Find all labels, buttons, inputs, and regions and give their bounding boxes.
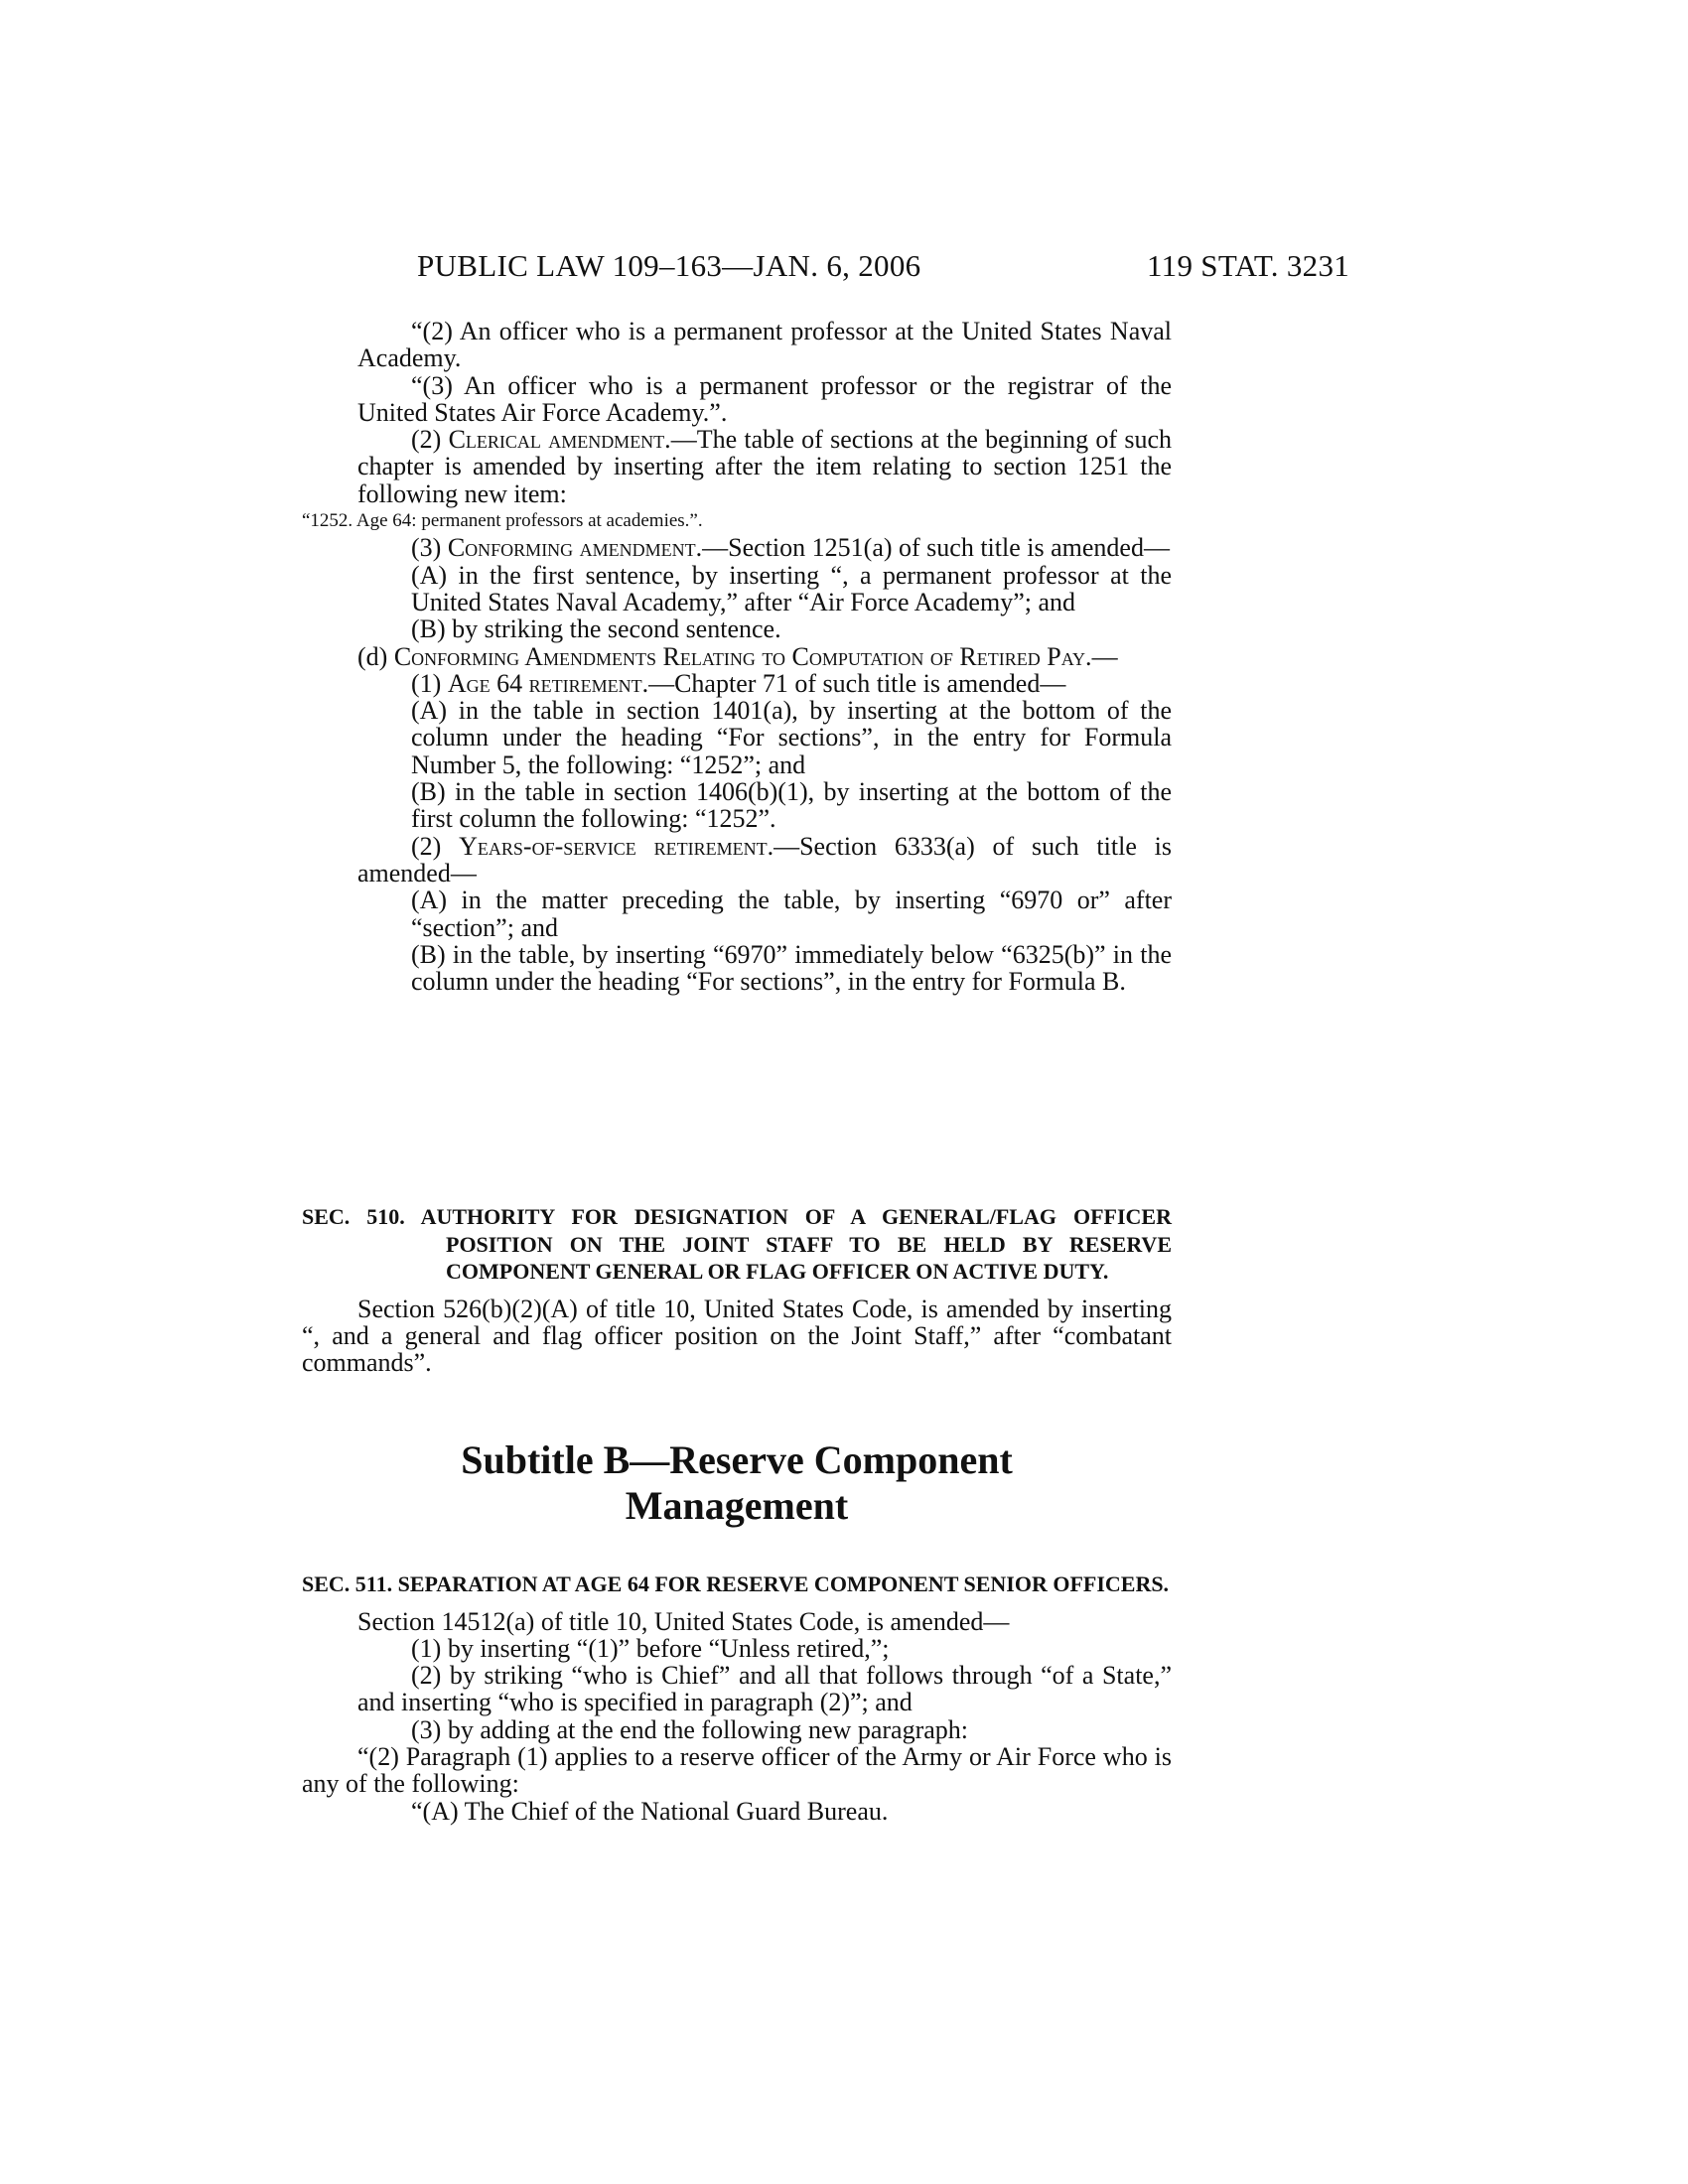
para-text: —Section 1251(a) of such title is amended—	[702, 533, 1170, 563]
para-text: —Chapter 71 of such title is amended—	[648, 668, 1066, 698]
paragraph: (3) by adding at the end the following new paragraph:	[411, 1714, 968, 1744]
para-heading: Conforming Amendments Relating to Computation of Retired Pay.	[393, 641, 1092, 671]
para-heading: Clerical amendment.	[448, 425, 671, 455]
subparagraph: (A) in the first sentence, by inserting “, a permanent professor at the United States Naval Academy,” after “Air Force Academy”; and	[411, 560, 1172, 616]
subtitle-line: Subtitle B—Reserve Component	[461, 1437, 1013, 1482]
subparagraph: (A) in the table in section 1401(a), by inserting at the bottom of the column under the heading “For sections”, in the entry for Formula Number 5, the following: “1252”; and	[411, 696, 1172, 779]
para-heading: Conforming amendment.	[447, 533, 703, 563]
subparagraph: (B) by striking the second sentence.	[411, 614, 781, 644]
subtitle-heading	[302, 1437, 1172, 1529]
subparagraph: (A) in the matter preceding the table, by inserting “6970 or” after “section”; and	[411, 886, 1172, 942]
paragraph: (1) by inserting “(1)” before “Unless retired,”;	[411, 1633, 890, 1663]
subparagraph: (B) in the table, by inserting “6970” immediately below “6325(b)” in the column under the heading “For sections”, in the entry for Formula B.	[411, 939, 1172, 997]
running-header-title: PUBLIC LAW 109–163—JAN. 6, 2006	[417, 248, 921, 283]
para-number: (2)	[411, 831, 460, 861]
page-number-stat: 119 STAT. 3231	[1147, 248, 1350, 283]
paragraph	[357, 670, 1172, 697]
para-number: (d)	[357, 641, 394, 671]
para-number: (2)	[411, 425, 449, 455]
paragraph	[357, 426, 1172, 507]
para-text: —	[1091, 641, 1118, 671]
para-heading: Age 64 retirement.	[447, 668, 649, 698]
paragraph	[357, 534, 1172, 561]
subsection	[302, 643, 1172, 670]
section-510	[302, 1203, 1172, 1377]
section-511	[302, 1570, 1172, 1825]
para-text: —The table of sections at the beginning of such chapter is amended by inserting after the item relating to section 1251 the following new item:	[357, 425, 1173, 508]
quoted-subparagraph: “(A) The Chief of the National Guard Bureau.	[411, 1796, 889, 1826]
subtitle-line: Management	[625, 1483, 849, 1528]
quoted-paragraph: “(2) An officer who is a permanent professor at the United States Naval Academy.	[357, 317, 1172, 373]
section-heading: SEC. 510. AUTHORITY FOR DESIGNATION OF A GENERAL/FLAG OFFICER POSITION ON THE JOINT STAFF TO BE HELD BY RESERVE COMPONENT GENERAL OR FLAG OFFICER ON ACTIVE DUTY.	[302, 1204, 1172, 1285]
section-body: Section 526(b)(2)(A) of title 10, United States Code, is amended by inserting “, and a general and flag officer position on the Joint Staff,” after “combatant commands”.	[302, 1294, 1172, 1378]
paragraph: (2) by striking “who is Chief” and all that follows through “of a State,” and inserting “who is specified in paragraph (2)”; and	[357, 1661, 1172, 1717]
para-heading: Years-of-service retirement.	[459, 831, 774, 861]
subparagraph: (B) in the table in section 1406(b)(1), by inserting at the bottom of the first column the following: “1252”.	[411, 777, 1172, 834]
para-number: (1)	[411, 668, 448, 698]
para-number: (3)	[411, 533, 448, 563]
section-body: Section 14512(a) of title 10, United States Code, is amended—	[357, 1606, 1010, 1636]
table-item: “1252. Age 64: permanent professors at academies.”.	[302, 510, 703, 532]
para-text: —Section 6333(a) of such title is amended—	[357, 831, 1173, 887]
section-heading: SEC. 511. SEPARATION AT AGE 64 FOR RESERVE COMPONENT SENIOR OFFICERS.	[302, 1571, 1170, 1596]
quoted-paragraph: “(2) Paragraph (1) applies to a reserve officer of the Army or Air Force who is any of the following:	[302, 1742, 1172, 1799]
quoted-paragraph: “(3) An officer who is a permanent professor or the registrar of the United States Air Force Academy.”.	[357, 370, 1172, 427]
section-509-continuation	[302, 318, 1172, 995]
paragraph	[357, 833, 1172, 887]
